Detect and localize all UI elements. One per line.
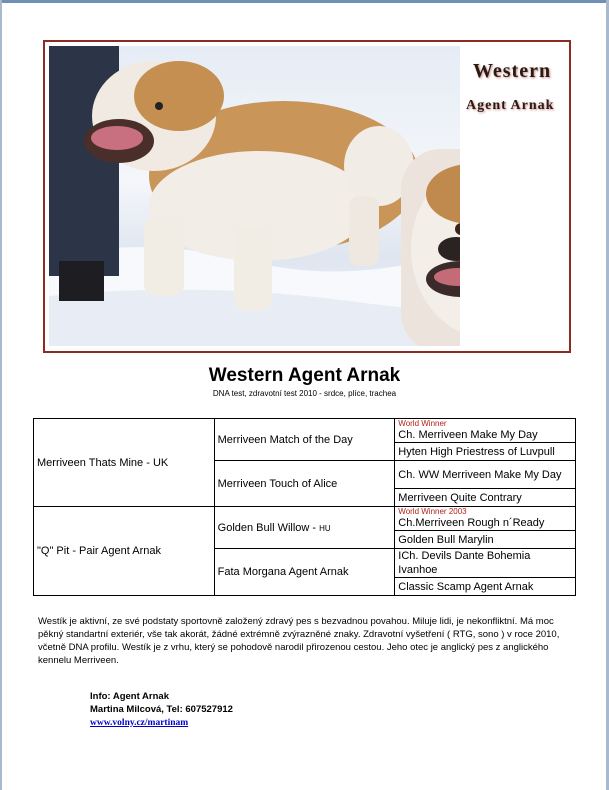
contact-phone: Martina Milcová, Tel: 607527912 bbox=[90, 704, 233, 715]
pedigree-grandparent: Merriveen Touch of Alice bbox=[214, 461, 395, 507]
pedigree-great-grandparent: Golden Bull Marylin bbox=[395, 531, 576, 549]
pedigree-great-grandparent: Classic Scamp Agent Arnak bbox=[395, 578, 576, 596]
window-top-border bbox=[0, 0, 609, 3]
photo-title-western: Western bbox=[473, 60, 552, 82]
pedigree-grandparent: Merriveen Match of the Day bbox=[214, 419, 395, 461]
pedigree-great-grandparent: World Winner Ch. Merriveen Make My Day bbox=[395, 419, 576, 443]
dog-description: Westík je aktivní, ze své podstaty sportovně založený zdravý pes s bezvadnou povahou. Miluje lidi, je nekonfliktní. Má moc pěkný standartní exteriér, vše tak akorát, žádné extrémně zvýrazněné znaky. Zdravotní vyšetření ( RTG, sono ) v roce 2010, včetně DNA profilu. Westík je z vrhu, který se pohodově narodil přirozenou cestou. Jeho otec je anglický pes z anglického kennelu Merriveen. bbox=[38, 616, 560, 666]
dog-face-closeup-photo bbox=[401, 149, 460, 346]
pedigree-table bbox=[33, 418, 576, 596]
dog-photo-banner bbox=[43, 40, 571, 353]
pedigree-great-grandparent: World Winner 2003 Ch.Merriveen Rough n´Ready bbox=[395, 507, 576, 531]
award-label: World Winner 2003 bbox=[398, 507, 467, 516]
dog-standing-in-snow-photo bbox=[49, 46, 460, 346]
page-title: Western Agent Arnak bbox=[208, 365, 401, 386]
pedigree-great-grandparent: Hyten High Priestress of Luvpull bbox=[395, 443, 576, 461]
page-subtitle: DNA test, zdravotní test 2010 - srdce, plíce, trachea bbox=[212, 389, 397, 398]
pedigree-great-grandparent: Ch. WW Merriveen Make My Day bbox=[395, 461, 576, 489]
photo-title-agent-arnak: Agent Arnak bbox=[466, 98, 555, 113]
pedigree-great-grandparent: Merriveen Quite Contrary bbox=[395, 489, 576, 507]
pedigree-grandparent: Fata Morgana Agent Arnak bbox=[214, 549, 395, 596]
pedigree-dam: "Q" Pit - Pair Agent Arnak bbox=[34, 507, 215, 596]
website-link[interactable]: www.volny.cz/martinam bbox=[90, 718, 189, 728]
pedigree-great-grandparent: ICh. Devils Dante Bohemia Ivanhoe bbox=[395, 549, 576, 578]
contact-name: Info: Agent Arnak bbox=[90, 691, 169, 702]
pedigree-sire: Merriveen Thats Mine - UK bbox=[34, 419, 215, 507]
contact-info bbox=[90, 690, 233, 730]
award-label: World Winner bbox=[398, 419, 447, 428]
pedigree-grandparent: Golden Bull Willow - HU bbox=[214, 507, 395, 549]
